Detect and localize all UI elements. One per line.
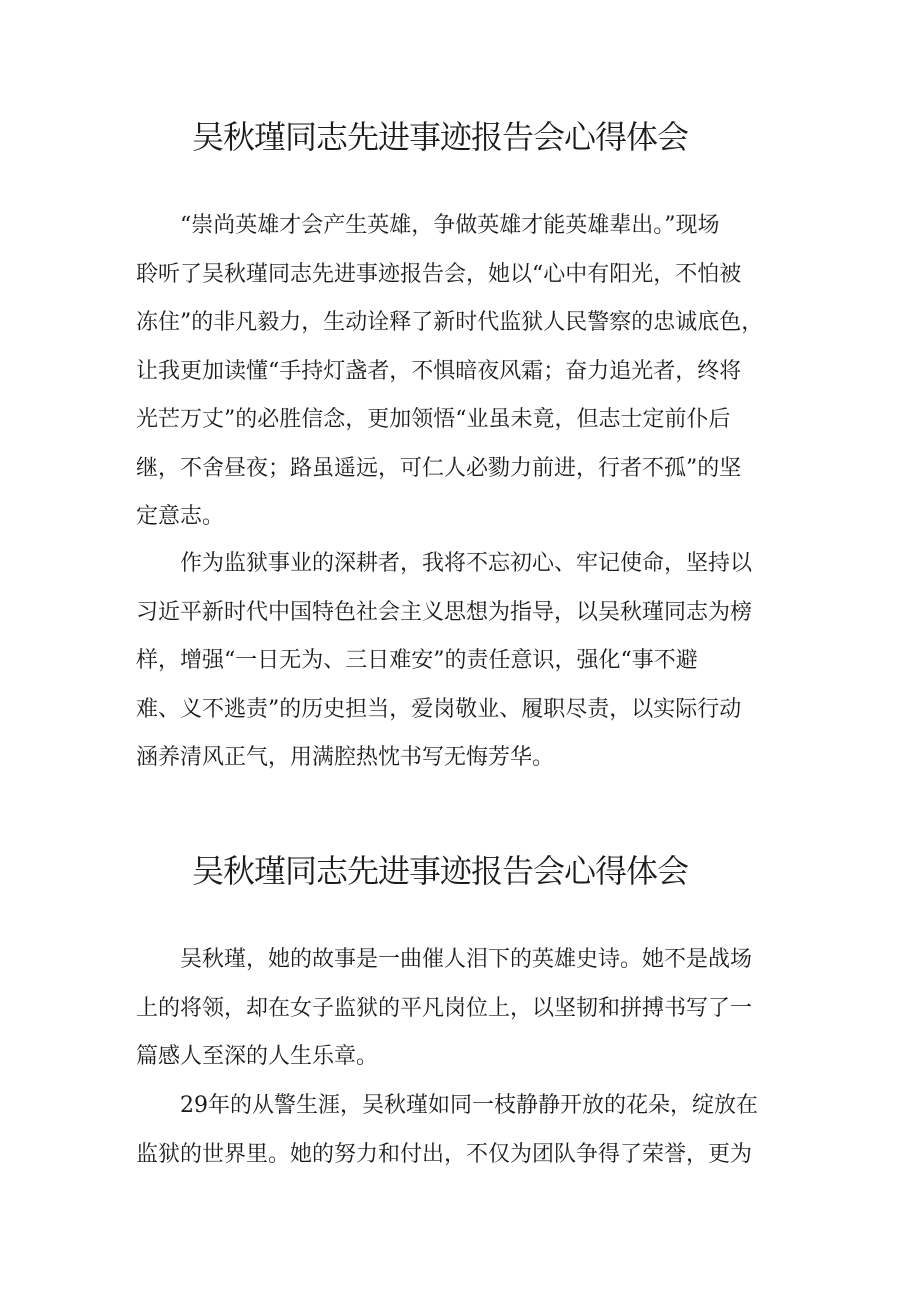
section-1-paragraph-2 <box>136 540 796 783</box>
text-line: 定意志。 <box>136 504 225 529</box>
text-line: 29年的从警生涯，吴秋瑾如同一枝静静开放的花朵，绽放在 <box>180 1093 758 1118</box>
section-2-paragraph-1 <box>136 936 796 1082</box>
section-2-title: 吴秋瑾同志先进事迹报告会心得体会 <box>191 852 688 890</box>
text-line: 继，不舍昼夜；路虽遥远，可仁人必勠力前进，行者不孤”的坚 <box>136 455 742 481</box>
text-line: 让我更加读懂“手持灯盏者，不惧暗夜风霜；奋力追光者，终将 <box>136 358 742 384</box>
text-line: 冻住”的非凡毅力，生动诠释了新时代监狱人民警察的忠诚底色， <box>136 310 764 335</box>
text-line: 篇感人至深的人生乐章。 <box>136 1044 379 1069</box>
text-line: 涵养清风正气，用满腔热忱书写无悔芳华。 <box>136 745 555 770</box>
section-1-paragraph-1 <box>136 202 796 542</box>
text-line: 光芒万丈”的必胜信念，更加领悟“业虽未竟，但志士定前仆后 <box>136 407 731 432</box>
text-line: 吴秋瑾，她的故事是一曲催人泪下的英雄史诗。她不是战场 <box>180 947 753 972</box>
text-line: 上的将领，却在女子监狱的平凡岗位上，以坚韧和拼搏书写了一 <box>136 995 753 1021</box>
text-line: 难、义不逃责”的历史担当，爱岗敬业、履职尽责，以实际行动 <box>136 696 742 722</box>
text-line: 监狱的世界里。她的努力和付出，不仅为团队争得了荣誉，更为 <box>136 1141 753 1167</box>
section-1-title: 吴秋瑾同志先进事迹报告会心得体会 <box>191 118 688 156</box>
text-line: 作为监狱事业的深耕者，我将不忘初心、牢记使命，坚持以 <box>180 551 753 576</box>
section-2-paragraph-2 <box>136 1082 796 1179</box>
text-line: 习近平新时代中国特色社会主义思想为指导，以吴秋瑾同志为榜 <box>136 599 753 625</box>
text-line: 聆听了吴秋瑾同志先进事迹报告会，她以“心中有阳光，不怕被 <box>136 261 742 287</box>
text-line: 样，增强“一日无为、三日难安”的责任意识，强化“事不避 <box>136 648 698 673</box>
text-line: “崇尚英雄才会产生英雄，争做英雄才能英雄辈出。”现场 <box>180 213 720 238</box>
